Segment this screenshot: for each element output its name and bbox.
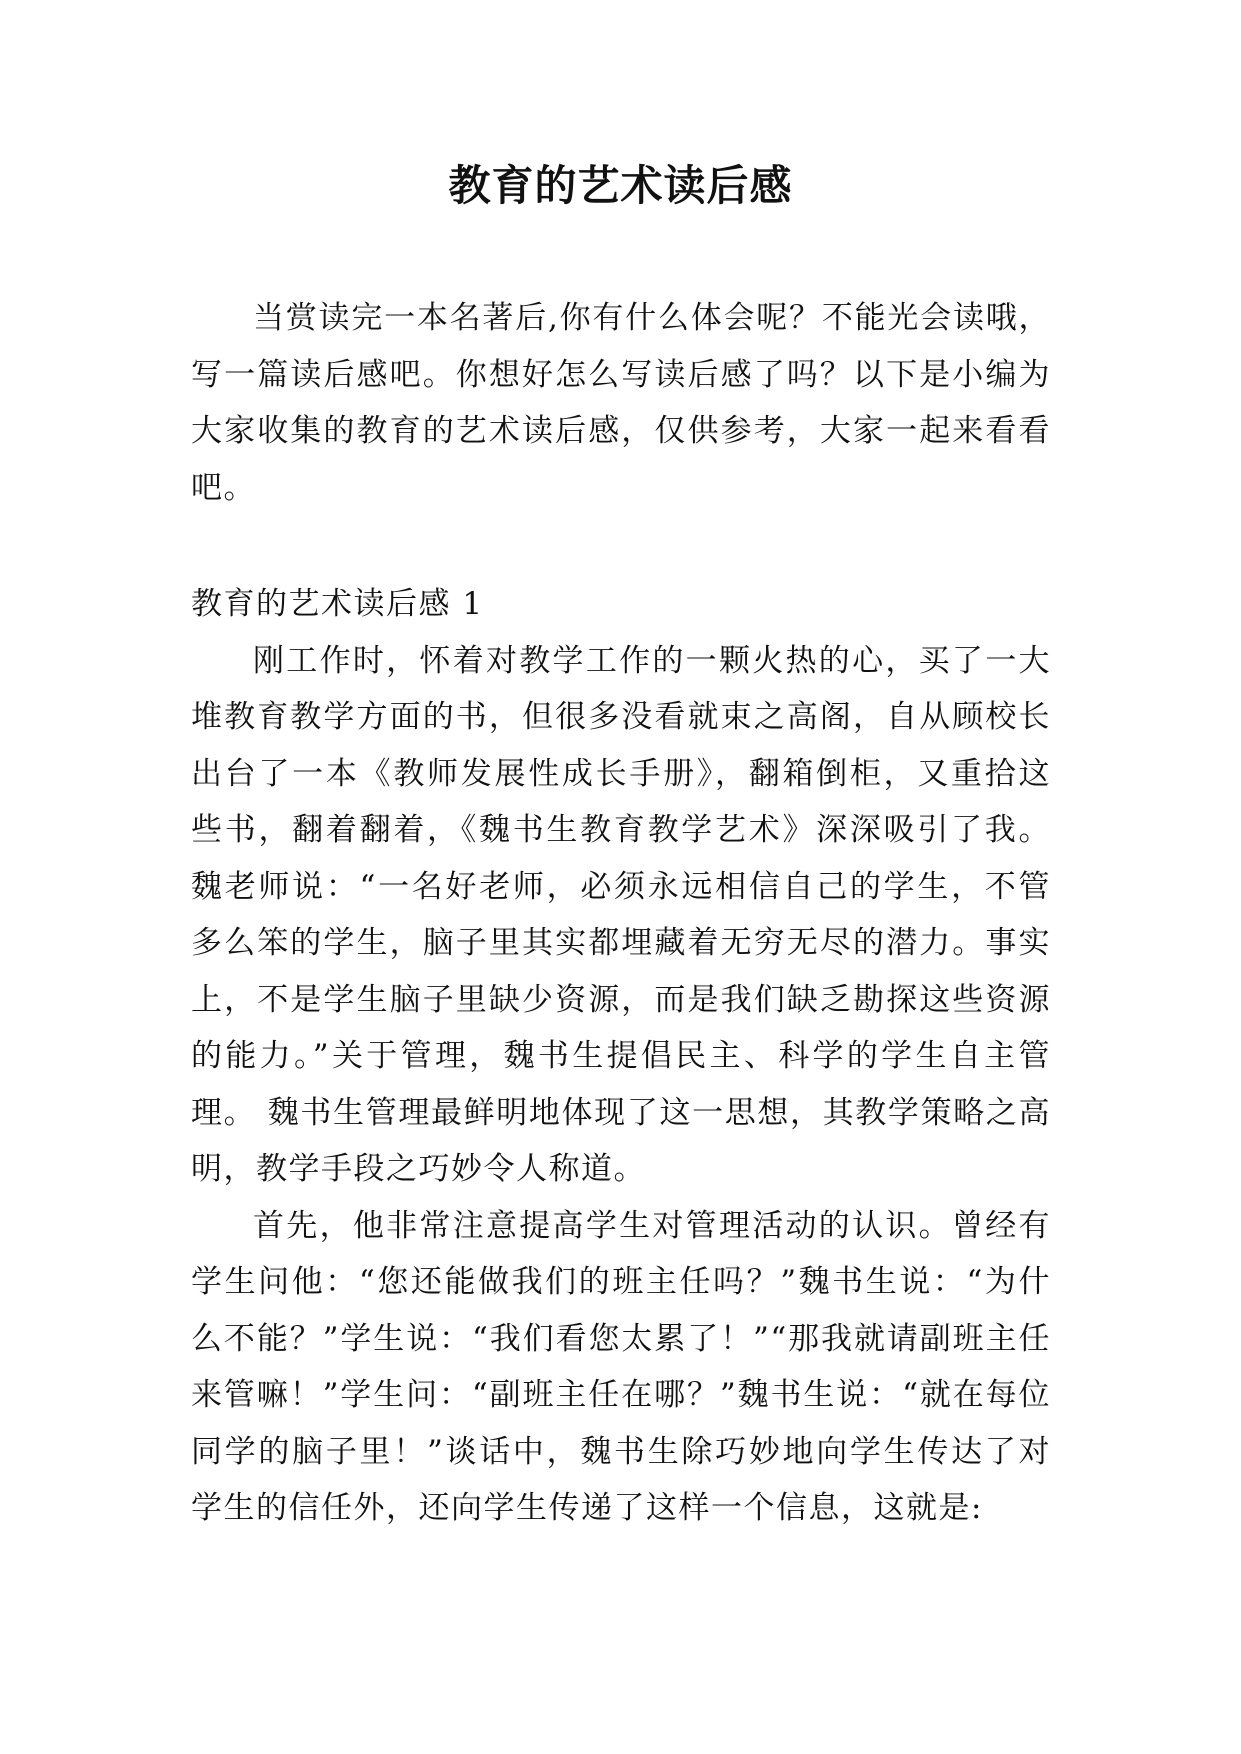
intro-paragraph: 当赏读完一本名著后,你有什么体会呢？不能光会读哦，写一篇读后感吧。你想好怎么写读后感了吗？以下是小编为大家收集的教育的艺术读后感，仅供参考，大家一起来看看吧。 xyxy=(191,300,1051,506)
content-block xyxy=(191,576,1051,1537)
body-paragraph-2: 首先，他非常注意提高学生对管理活动的认识。曾经有学生问他：“您还能做我们的班主任吗？”魏书生说：“为什么不能？”学生说：“我们看您太累了！”“那我就请副班主任来管嘛！”学生问：“副班主任在哪？”魏书生说：“就在每位同学的脑子里！”谈话中，魏书生除巧妙地向学生传达了对学生的信任外，还向学生传递了这样一个信息，这就是: xyxy=(191,1207,1051,1526)
section-heading: 教育的艺术读后感 1 xyxy=(191,586,484,622)
document-title: 教育的艺术读后感 xyxy=(448,161,793,210)
body-paragraph-1: 刚工作时，怀着对教学工作的一颗火热的心，买了一大堆教育教学方面的书，但很多没看就束之高阁，自从顾校长出台了一本《教师发展性成长手册》，翻箱倒柜，又重拾这些书，翻着翻着，《魏书生教育教学艺术》深深吸引了我。魏老师说：“一名好老师，必须永远相信自己的学生，不管多么笨的学生，脑子里其实都埋藏着无穷无尽的潜力。事实上，不是学生脑子里缺少资源，而是我们缺乏勘探这些资源的能力。”关于管理，魏书生提倡民主、科学的学生自主管理。 魏书生管理最鲜明地体现了这一思想，其教学策略之高明，教学手段之巧妙令人称道。 xyxy=(191,642,1051,1187)
intro-block xyxy=(191,290,1051,516)
